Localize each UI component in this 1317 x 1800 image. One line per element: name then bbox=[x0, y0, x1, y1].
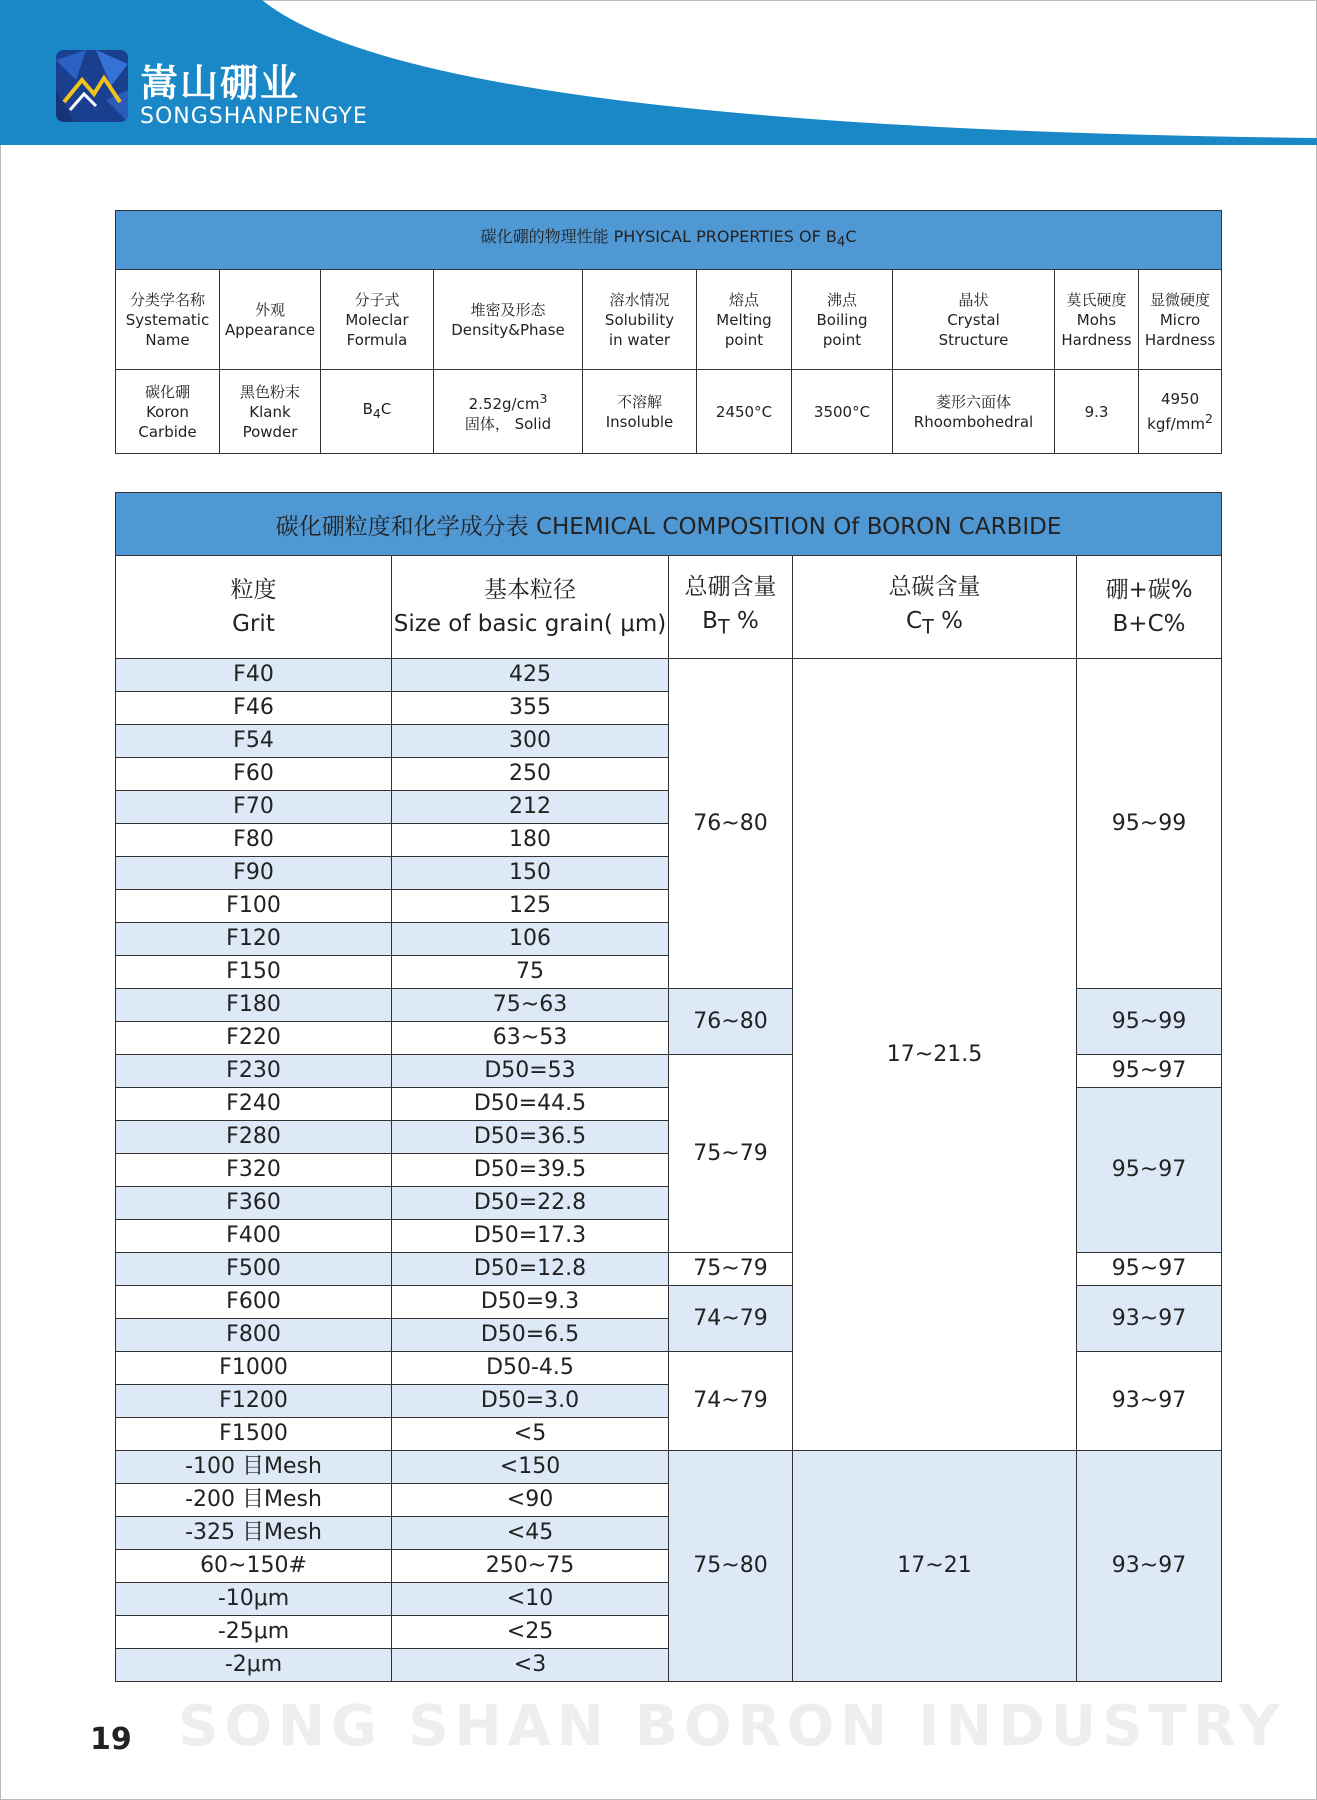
grain-size-cell: D50=44.5 bbox=[392, 1088, 669, 1121]
grain-size-cell: D50=12.8 bbox=[392, 1253, 669, 1286]
header-boron-plus-carbon: 硼+碳% B+C% bbox=[1077, 556, 1222, 659]
header-formula: 分子式 Moleclar Formula bbox=[321, 270, 434, 370]
grit-cell: F360 bbox=[116, 1187, 392, 1220]
value-systematic-name: 碳化硼 Koron Carbide bbox=[116, 370, 220, 454]
grit-cell: F320 bbox=[116, 1154, 392, 1187]
chemical-table-body bbox=[116, 659, 1222, 1682]
header-mohs-hardness: 莫氏硬度 Mohs Hardness bbox=[1055, 270, 1139, 370]
chemical-composition-title: 碳化硼粒度和化学成分表 CHEMICAL COMPOSITION Of BORON CARBIDE bbox=[116, 493, 1222, 556]
grit-cell: F80 bbox=[116, 824, 392, 857]
total-boron-cell: 75~80 bbox=[669, 1451, 793, 1682]
boron-plus-carbon-cell: 95~99 bbox=[1077, 659, 1222, 989]
grain-size-cell: <3 bbox=[392, 1649, 669, 1682]
header-crystal-structure: 晶状 Crystal Structure bbox=[893, 270, 1055, 370]
header-melting-point: 熔点 Melting point bbox=[697, 270, 792, 370]
value-melting-point: 2450°C bbox=[697, 370, 792, 454]
total-boron-cell: 75~79 bbox=[669, 1055, 793, 1253]
grit-cell: F150 bbox=[116, 956, 392, 989]
grain-size-cell: 425 bbox=[392, 659, 669, 692]
value-mohs-hardness: 9.3 bbox=[1055, 370, 1139, 454]
header-solubility: 溶水情况 Solubility in water bbox=[583, 270, 697, 370]
value-boiling-point: 3500°C bbox=[792, 370, 893, 454]
grain-size-cell: D50=17.3 bbox=[392, 1220, 669, 1253]
grain-size-cell: 180 bbox=[392, 824, 669, 857]
grain-size-cell: 355 bbox=[392, 692, 669, 725]
grit-cell: F100 bbox=[116, 890, 392, 923]
boron-plus-carbon-cell: 93~97 bbox=[1077, 1286, 1222, 1352]
table-row bbox=[116, 659, 1222, 692]
grit-cell: -325 目Mesh bbox=[116, 1517, 392, 1550]
grain-size-cell: D50=9.3 bbox=[392, 1286, 669, 1319]
grain-size-cell: 212 bbox=[392, 791, 669, 824]
grit-cell: -25μm bbox=[116, 1616, 392, 1649]
boron-plus-carbon-cell: 95~97 bbox=[1077, 1088, 1222, 1253]
header-appearance: 外观 Appearance bbox=[220, 270, 321, 370]
total-boron-cell: 76~80 bbox=[669, 989, 793, 1055]
header-banner bbox=[0, 0, 1317, 145]
grain-size-cell: D50-4.5 bbox=[392, 1352, 669, 1385]
grain-size-cell: D50=3.0 bbox=[392, 1385, 669, 1418]
value-density-phase: $2.52g/cm^3$ 固体， Solid bbox=[434, 370, 583, 454]
grit-cell: F60 bbox=[116, 758, 392, 791]
grit-cell: F46 bbox=[116, 692, 392, 725]
grain-size-cell: 75 bbox=[392, 956, 669, 989]
grain-size-cell: <45 bbox=[392, 1517, 669, 1550]
chemical-composition-table bbox=[115, 492, 1222, 1682]
header-systematic-name: 分类学名称 Systematic Name bbox=[116, 270, 220, 370]
grain-size-cell: 250 bbox=[392, 758, 669, 791]
boron-plus-carbon-cell: 95~97 bbox=[1077, 1253, 1222, 1286]
grit-cell: -200 目Mesh bbox=[116, 1484, 392, 1517]
grain-size-cell: 150 bbox=[392, 857, 669, 890]
grit-cell: F1000 bbox=[116, 1352, 392, 1385]
grit-cell: F240 bbox=[116, 1088, 392, 1121]
chemical-header-row bbox=[116, 556, 1222, 659]
table-row bbox=[116, 1451, 1222, 1484]
grit-cell: -10μm bbox=[116, 1583, 392, 1616]
footer-watermark: SONG SHAN BORON INDUSTRY bbox=[178, 1694, 1286, 1759]
grit-cell: F70 bbox=[116, 791, 392, 824]
physical-properties-title: 碳化硼的物理性能 PHYSICAL PROPERTIES OF $B_4C$ bbox=[116, 211, 1222, 270]
header-total-carbon: 总碳含量 $C_T$ % bbox=[793, 556, 1077, 659]
boron-plus-carbon-cell: 95~99 bbox=[1077, 989, 1222, 1055]
header-density-phase: 堆密及形态 Density&Phase bbox=[434, 270, 583, 370]
boron-plus-carbon-cell: 93~97 bbox=[1077, 1451, 1222, 1682]
grain-size-cell: 106 bbox=[392, 923, 669, 956]
grit-cell: F54 bbox=[116, 725, 392, 758]
grit-cell: F500 bbox=[116, 1253, 392, 1286]
grain-size-cell: 300 bbox=[392, 725, 669, 758]
total-boron-cell: 76~80 bbox=[669, 659, 793, 989]
grit-cell: F600 bbox=[116, 1286, 392, 1319]
value-crystal-structure: 菱形六面体 Rhoombohedral bbox=[893, 370, 1055, 454]
header-grit: 粒度 Grit bbox=[116, 556, 392, 659]
grit-cell: F120 bbox=[116, 923, 392, 956]
grit-cell: F280 bbox=[116, 1121, 392, 1154]
total-boron-cell: 75~79 bbox=[669, 1253, 793, 1286]
brand-name-english: SONGSHANPENGYE bbox=[140, 104, 368, 129]
grit-cell: F800 bbox=[116, 1319, 392, 1352]
grit-cell: -100 目Mesh bbox=[116, 1451, 392, 1484]
total-carbon-cell: 17~21.5 bbox=[793, 659, 1077, 1451]
header-boiling-point: 沸点 Boiling point bbox=[792, 270, 893, 370]
grain-size-cell: D50=22.8 bbox=[392, 1187, 669, 1220]
value-formula: $B_4C$ bbox=[321, 370, 434, 454]
grit-cell: F180 bbox=[116, 989, 392, 1022]
brand-name-chinese: 嵩山硼业 bbox=[140, 61, 301, 105]
page-number: 19 bbox=[90, 1722, 132, 1757]
grit-cell: F230 bbox=[116, 1055, 392, 1088]
boron-plus-carbon-cell: 95~97 bbox=[1077, 1055, 1222, 1088]
boron-plus-carbon-cell: 93~97 bbox=[1077, 1352, 1222, 1451]
grit-cell: F1200 bbox=[116, 1385, 392, 1418]
physical-header-row bbox=[116, 270, 1222, 370]
grain-size-cell: 75~63 bbox=[392, 989, 669, 1022]
physical-properties-table bbox=[115, 210, 1222, 454]
header-micro-hardness: 显微硬度 Micro Hardness bbox=[1139, 270, 1222, 370]
value-micro-hardness: 4950 kgf/$mm^2$ bbox=[1139, 370, 1222, 454]
grain-size-cell: <25 bbox=[392, 1616, 669, 1649]
total-carbon-cell: 17~21 bbox=[793, 1451, 1077, 1682]
grain-size-cell: <150 bbox=[392, 1451, 669, 1484]
grain-size-cell: D50=53 bbox=[392, 1055, 669, 1088]
physical-values-row bbox=[116, 370, 1222, 454]
header-total-boron: 总硼含量 $B_T$ % bbox=[669, 556, 793, 659]
grit-cell: F90 bbox=[116, 857, 392, 890]
grit-cell: -2μm bbox=[116, 1649, 392, 1682]
grain-size-cell: 250~75 bbox=[392, 1550, 669, 1583]
grain-size-cell: D50=39.5 bbox=[392, 1154, 669, 1187]
grain-size-cell: 125 bbox=[392, 890, 669, 923]
grit-cell: F40 bbox=[116, 659, 392, 692]
total-boron-cell: 74~79 bbox=[669, 1352, 793, 1451]
grit-cell: F1500 bbox=[116, 1418, 392, 1451]
grain-size-cell: D50=6.5 bbox=[392, 1319, 669, 1352]
value-appearance: 黑色粉末 Klank Powder bbox=[220, 370, 321, 454]
grain-size-cell: D50=36.5 bbox=[392, 1121, 669, 1154]
grain-size-cell: 63~53 bbox=[392, 1022, 669, 1055]
grit-cell: F400 bbox=[116, 1220, 392, 1253]
grain-size-cell: <90 bbox=[392, 1484, 669, 1517]
total-boron-cell: 74~79 bbox=[669, 1286, 793, 1352]
grit-cell: 60~150# bbox=[116, 1550, 392, 1583]
grain-size-cell: <5 bbox=[392, 1418, 669, 1451]
company-logo-icon bbox=[56, 50, 128, 122]
value-solubility: 不溶解 Insoluble bbox=[583, 370, 697, 454]
grit-cell: F220 bbox=[116, 1022, 392, 1055]
grain-size-cell: <10 bbox=[392, 1583, 669, 1616]
header-grain-size: 基本粒径 Size of basic grain( μm) bbox=[392, 556, 669, 659]
